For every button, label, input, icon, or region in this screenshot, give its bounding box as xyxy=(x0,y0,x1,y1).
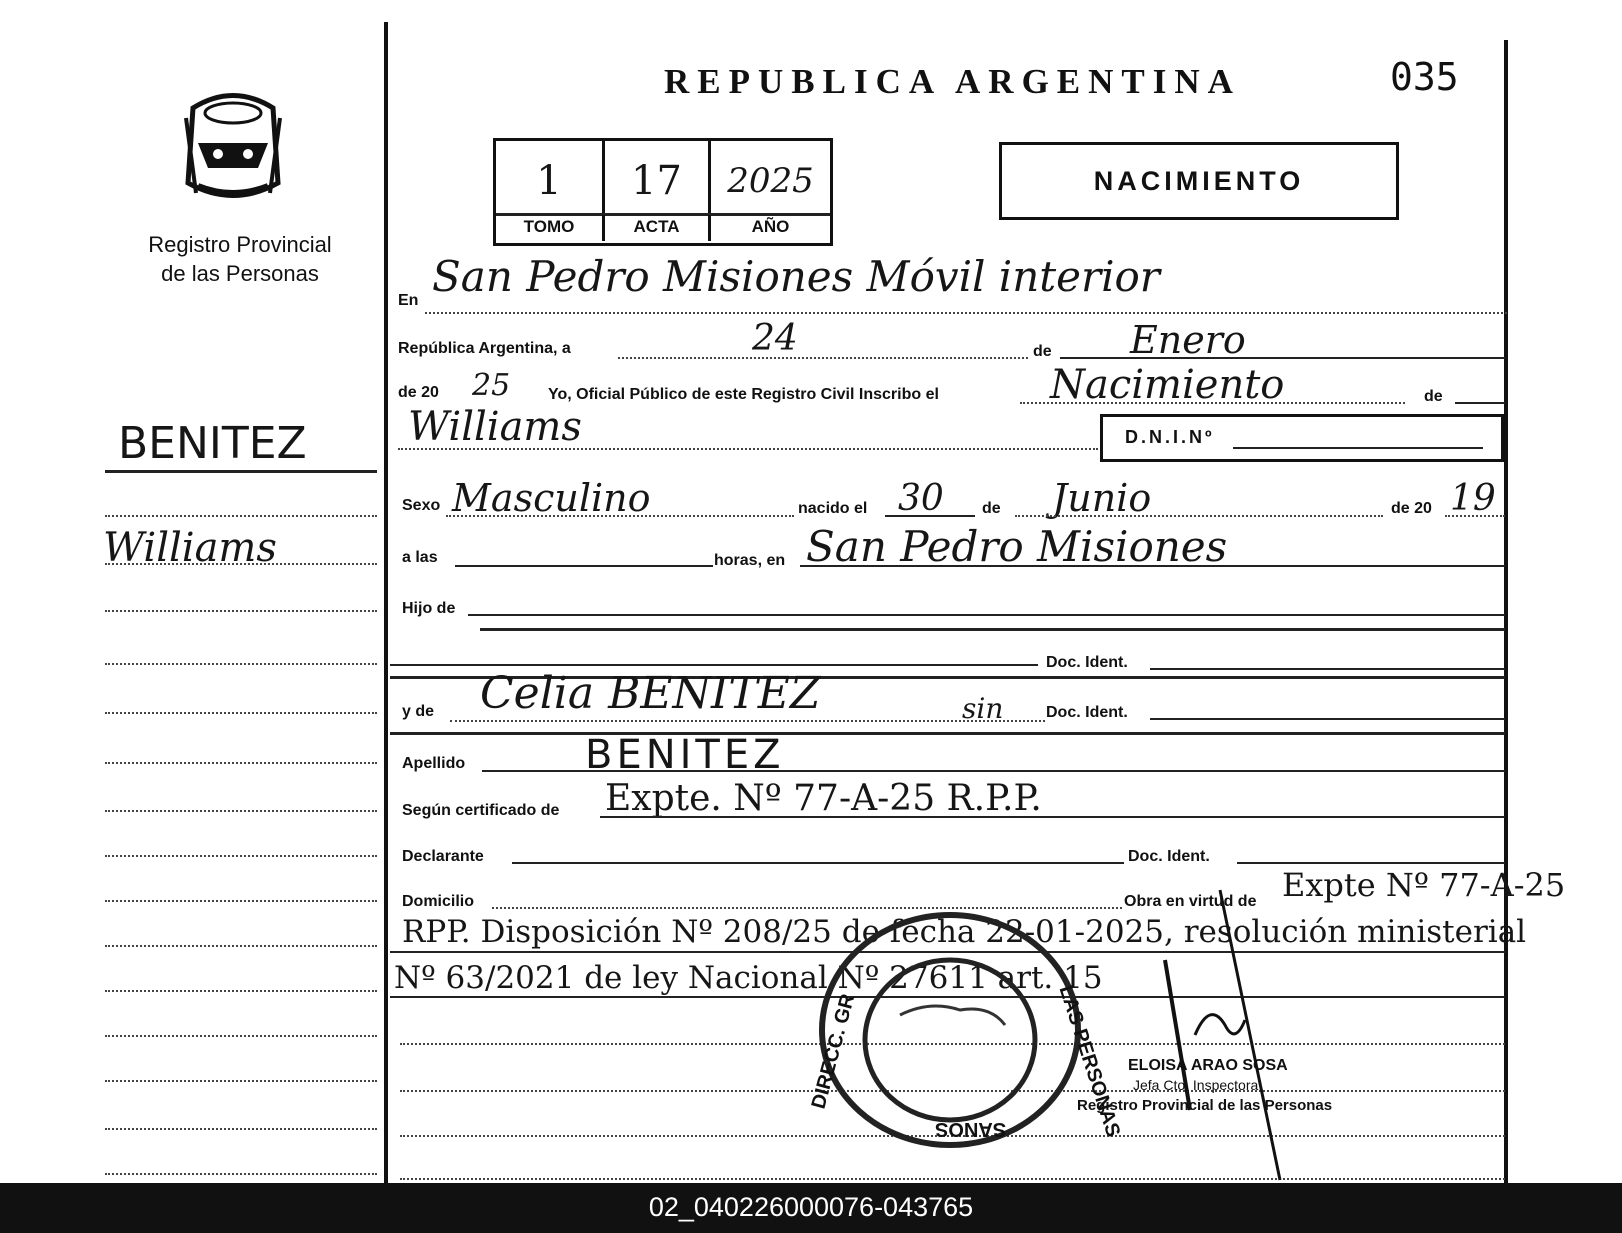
yo-label: Yo, Oficial Público de este Registro Civil Inscribo el xyxy=(548,386,939,403)
alas-line xyxy=(455,565,713,567)
inscribo-line xyxy=(1020,402,1405,404)
birth-month-line xyxy=(1015,515,1383,517)
doc-ident-label-2: Doc. Ident. xyxy=(1046,704,1128,721)
republica-label: República Argentina, a xyxy=(398,340,571,357)
margin-line xyxy=(105,990,377,992)
coat-of-arms-seal xyxy=(178,88,288,206)
stamp-ring-left: DIRECC. GR xyxy=(807,991,860,1112)
registry-label-line1: Registro Provincial xyxy=(148,232,332,257)
en-label: En xyxy=(398,292,419,309)
margin-line xyxy=(105,712,377,714)
blank-line xyxy=(400,1178,1505,1180)
declarante-label: Declarante xyxy=(402,848,484,865)
domicilio-label: Domicilio xyxy=(402,893,475,910)
margin-line xyxy=(105,945,377,947)
acta-cell xyxy=(605,141,711,213)
sin-value: sin xyxy=(962,692,1004,725)
hijo-line xyxy=(468,614,1505,616)
doc-ident-label-3: Doc. Ident. xyxy=(1128,848,1210,865)
margin-line xyxy=(105,563,377,565)
yde-label: y de xyxy=(402,703,435,720)
sexo-line xyxy=(446,515,794,517)
de20-label2: de 20 xyxy=(1391,500,1432,517)
birth-month: Junio xyxy=(1052,476,1152,520)
apellido-label: Apellido xyxy=(402,755,466,772)
margin-line xyxy=(105,1035,377,1037)
anio-label: AÑO xyxy=(751,217,790,236)
registry-label-line2: de las Personas xyxy=(161,261,319,286)
margin-line xyxy=(105,1173,377,1175)
de-label3: de xyxy=(982,500,1001,517)
day-value: 24 xyxy=(752,318,798,359)
segun-line xyxy=(600,816,1505,818)
section-rule-2 xyxy=(390,732,1505,735)
hijo-label: Hijo de xyxy=(402,600,456,617)
de-line2 xyxy=(1455,402,1505,404)
sexo-value: Masculino xyxy=(452,476,651,520)
de-label: de xyxy=(1033,343,1052,360)
margin-surname-underline xyxy=(105,470,377,473)
margin-line xyxy=(105,1128,377,1130)
anio-value: 2025 xyxy=(727,161,814,201)
segun-label: Según certificado de xyxy=(402,802,560,819)
inscribo-value: Nacimiento xyxy=(1050,362,1285,408)
doc-ident-line-3 xyxy=(1237,862,1505,864)
nacido-label: nacido el xyxy=(798,500,868,517)
day-line xyxy=(618,357,1028,359)
margin-given-name: Williams xyxy=(103,525,277,571)
stamp-ring-right: LAS PERSONAS xyxy=(1054,982,1125,1140)
hijo-line2 xyxy=(480,628,1505,631)
margin-line xyxy=(105,663,377,665)
tomo-value: 1 xyxy=(536,158,562,204)
frame-right-rule xyxy=(1504,40,1508,1184)
doc-ident-line-2 xyxy=(1150,718,1505,720)
birth-place: San Pedro Misiones xyxy=(806,522,1228,571)
name-value: Williams xyxy=(408,404,582,450)
document-number: 035 xyxy=(1390,55,1459,99)
frame-left-rule xyxy=(384,22,388,1184)
mother-value: Celia BENITEZ xyxy=(480,668,821,719)
birth-day: 30 xyxy=(898,478,944,519)
margin-line xyxy=(105,855,377,857)
acta-value: 17 xyxy=(631,158,682,204)
de-label2: de xyxy=(1424,388,1443,405)
anio-cell xyxy=(711,141,830,213)
page-title: REPUBLICA ARGENTINA xyxy=(664,62,1241,101)
month-value: Enero xyxy=(1130,318,1246,362)
birth-year-line xyxy=(1445,515,1505,517)
margin-surname: BENITEZ xyxy=(118,418,307,469)
doc-ident-line-1 xyxy=(1150,668,1505,670)
hijo-line3 xyxy=(390,664,1038,666)
horas-label: horas, en xyxy=(714,552,786,569)
tomo-label: TOMO xyxy=(496,215,605,241)
de20-label: de 20 xyxy=(398,384,439,401)
document-type-box xyxy=(999,142,1399,220)
dni-label: D.N.I.Nº xyxy=(1125,427,1215,447)
dni-line xyxy=(1233,447,1483,449)
birth-year: 19 xyxy=(1450,478,1496,519)
margin-line xyxy=(105,515,377,517)
obra-label: Obra en virtud de xyxy=(1124,893,1257,910)
signature xyxy=(1150,870,1300,1190)
en-line xyxy=(425,312,1507,314)
tomo-cell xyxy=(496,141,605,213)
signatory-name: ELOISA ARAO SOSA xyxy=(1128,1057,1288,1074)
margin-line xyxy=(105,900,377,902)
sexo-label: Sexo xyxy=(402,497,441,514)
tomo-acta-anio-table xyxy=(493,138,833,246)
apellido-value: BENITEZ xyxy=(585,732,785,778)
acta-label: ACTA xyxy=(605,215,711,241)
obra-value: Expte Nº 77-A-25 xyxy=(1282,866,1566,904)
note-line-1: RPP. Disposición Nº 208/25 de fecha 22-01-2025, resolución ministerial xyxy=(402,914,1527,950)
segun-value: Expte. Nº 77-A-25 R.P.P. xyxy=(605,778,1042,819)
declarante-line xyxy=(512,862,1124,864)
registry-label xyxy=(120,230,360,288)
note-line-2: Nº 63/2021 de ley Nacional Nº 27611 art. 15 xyxy=(394,960,1103,996)
name-line xyxy=(398,448,1098,450)
birth-place-line xyxy=(800,565,1505,567)
doc-ident-label-1: Doc. Ident. xyxy=(1046,654,1128,671)
margin-line xyxy=(105,810,377,812)
footer-bar xyxy=(0,1183,1622,1233)
apellido-line xyxy=(482,770,1505,772)
alas-label: a las xyxy=(402,549,438,566)
dni-box xyxy=(1100,414,1504,462)
margin-line xyxy=(105,1080,377,1082)
en-value: San Pedro Misiones Móvil interior xyxy=(432,252,1160,301)
signatory-title: Jefa Cto. Inspectora xyxy=(1133,1077,1259,1093)
year-value: 25 xyxy=(472,368,511,403)
margin-line xyxy=(105,762,377,764)
stamp-ring-bottom: SANOS xyxy=(935,1118,1007,1140)
document-type: NACIMIENTO xyxy=(1093,166,1305,196)
mother-line xyxy=(450,720,1045,722)
birth-day-line xyxy=(885,515,975,517)
margin-line xyxy=(105,610,377,612)
footer-code: 02_040226000076-043765 xyxy=(648,1192,974,1222)
signatory-org: Registro Provincial de las Personas xyxy=(1077,1097,1333,1114)
month-line xyxy=(1060,357,1505,359)
